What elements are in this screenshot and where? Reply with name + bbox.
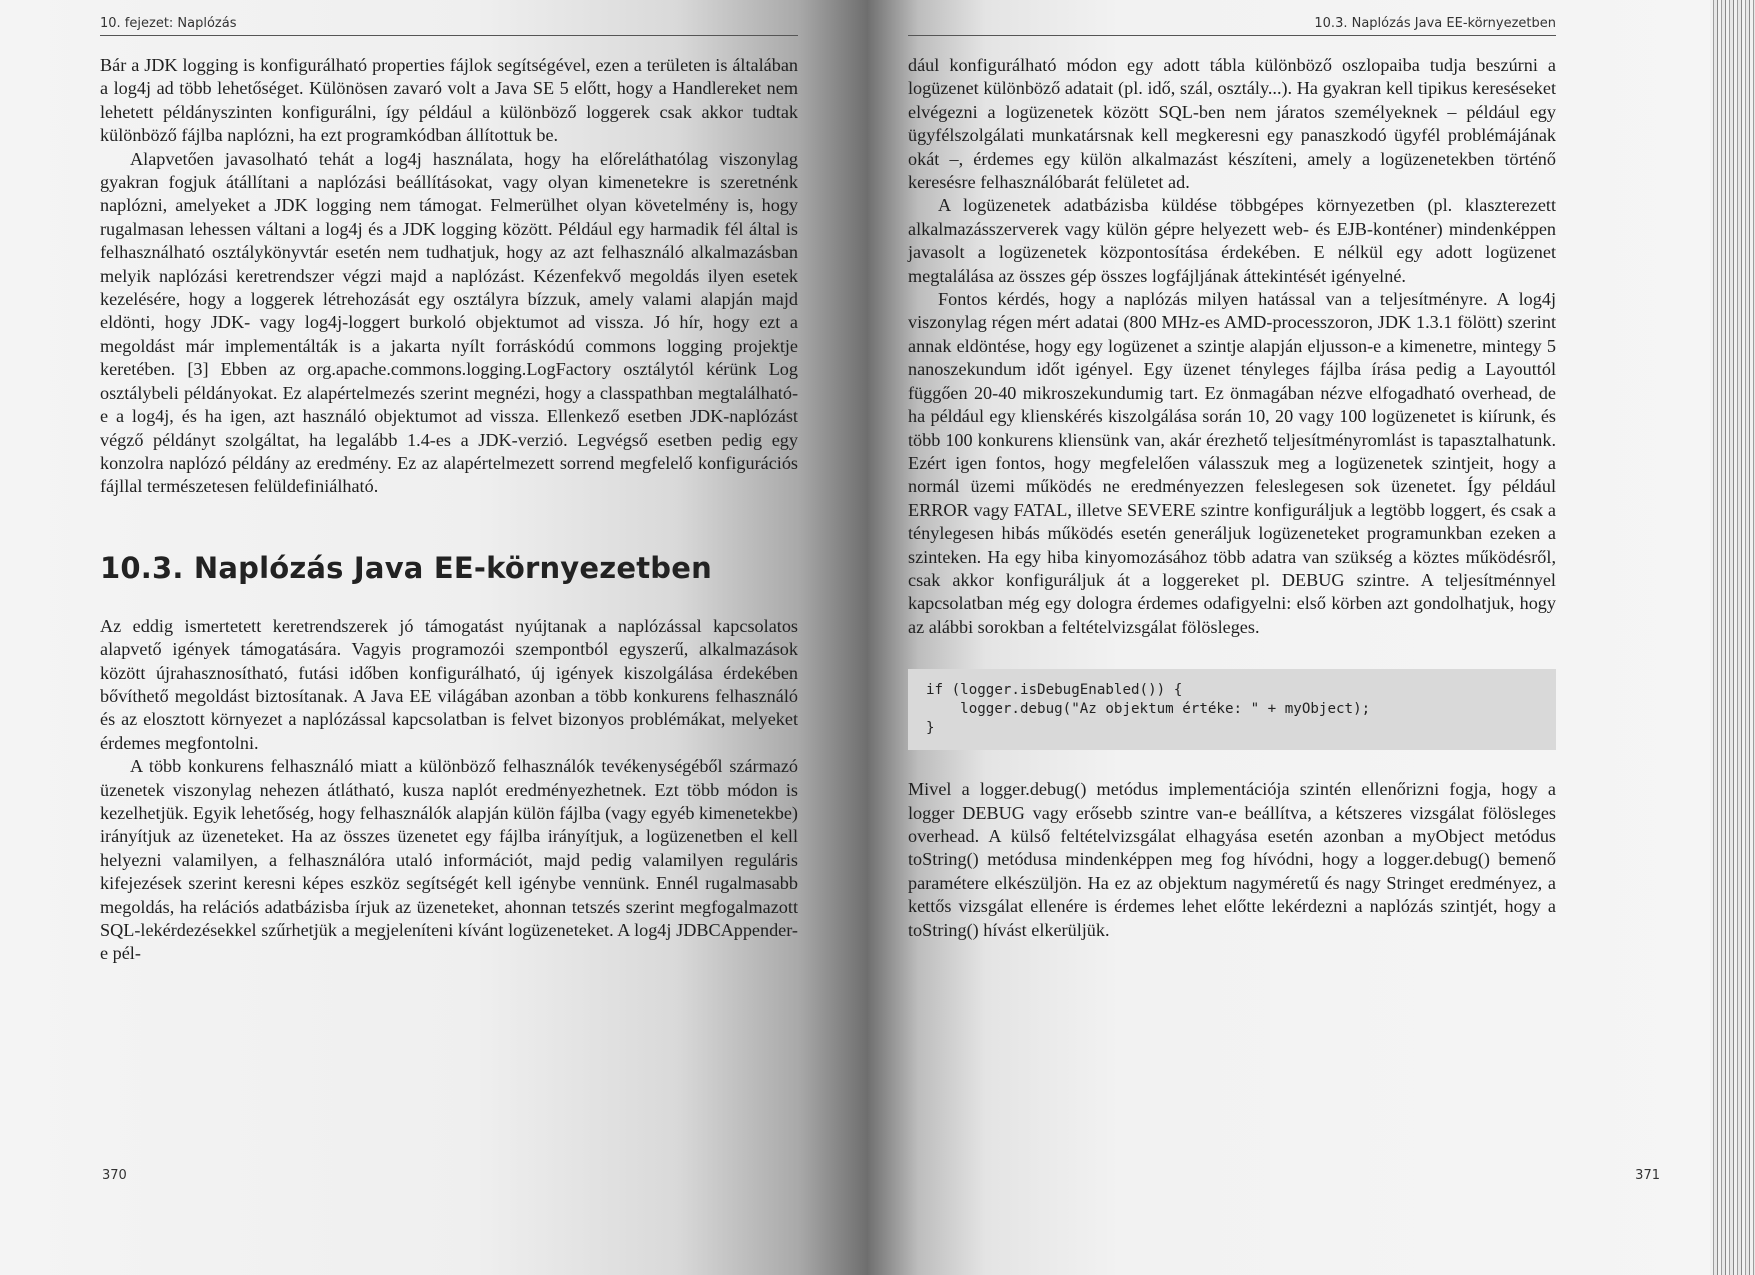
- page-number-right: 371: [1635, 1168, 1660, 1183]
- paragraph: A logüzenetek adatbázisba küldése többgépes környezetben (pl. klaszterezett alkalmazásszerverek vagy külön gépre helyezett web- és EJB-konténer) mindenképpen javasolt a logüzenetek központosítása érdekében. E nélkül egy adott logüzenet megtalálása az összes gép összes logfájljának áttekintését igényelné.: [908, 195, 1556, 286]
- paragraph: Bár a JDK logging is konfigurálható properties fájlok segítségével, ezen a területen is általában a log4j ad több lehetőséget. Különösen zavaró volt a Java SE 5 előtt, hogy a Handlereket nem lehetett példányszinten konfigurálni, így például a különböző loggerek csak akkor tudtak különböző fájlba naplózni, ha ezt programkódban állítottuk be.: [100, 55, 798, 146]
- right-page: [868, 0, 1710, 1275]
- page-edges: [1710, 0, 1755, 1275]
- section-heading: 10.3. Naplózás Java EE-környezetben: [100, 550, 712, 585]
- left-page: [0, 0, 868, 1275]
- code-block: if (logger.isDebugEnabled()) { logger.debug("Az objektum értéke: " + myObject); }: [908, 669, 1556, 750]
- paragraph: Fontos kérdés, hogy a naplózás milyen hatással van a teljesítményre. A log4j viszonylag régen mért adatai (800 MHz-es AMD-processzoron, JDK 1.3.1 fölött) szerint annak eldöntése, hogy egy logüzenet a szintje alapján eljusson-e a kimenetre, mintegy 5 nanoszekundum időt igényel. Egy üzenet tényleges fájlba írása pedig a Layouttól függően 20-40 mikroszekundumig tart. Ez önmagában nézve elfogadható overhead, de ha például egy klienskérés kiszolgálása során 10, 20 vagy 100 logüzenetet is kiírunk, és több 100 konkurens kliensünk van, akár érezhető teljesítményromlást is tapasztalhatunk. Ezért igen fontos, hogy megfelelően válasszuk meg a logüzenetek szintjeit, hogy a normál üzemi működés ne eredményezzen feleslegesen sok üzenetet. Így például ERROR vagy FATAL, illetve SEVERE szintre konfiguráljuk a legtöbb loggert, és csak a ténylegesen hibás működés esetén generáljuk logüzeneteket programunkban ezeken a szinteken. Ha egy hiba kinyomozásához több adatra van szükség a köztes működésről, csak akkor konfiguráljuk át a loggereket pl. DEBUG szintre. A teljesítménnyel kapcsolatban még egy dologra érdemes odafigyelni: első körben azt gondolhatjuk, hogy az alábbi sorokban a feltételvizsgálat fölösleges.: [908, 289, 1556, 637]
- running-head-right: 10.3. Naplózás Java EE-környezetben: [908, 16, 1556, 36]
- paragraph: Az eddig ismertetett keretrendszerek jó támogatást nyújtanak a naplózással kapcsolatos alapvető igények támogatására. Vagyis programozói szempontból egyszerű, alkalmazások között újrahasznosítható, futási időben konfigurálható, új igények kiszolgálása érdekében bővíthető megoldást biztosítanak. A Java EE világában azonban a több konkurens felhasználó és az elosztott környezet a naplózással kapcsolatban is felvet bizonyos problémákat, melyeket érdemes megfontolni.: [100, 615, 798, 753]
- paragraph: Alapvetően javasolható tehát a log4j használata, hogy ha előreláthatólag viszonylag gyakran fogjuk átállítani a naplózási beállításokat, vagy olyan kimenetekre is szeretnénk naplózni, amelyeket a JDK logging nem támogat. Felmerülhet olyan követelmény is, hogy rugalmasan lehessen váltani a log4j és a JDK logging között. Például egy harmadik fél által is felhasználható osztálykönyvtár esetén nem tudhatjuk, hogy az azt felhasználó alkalmazásban melyik naplózási keretrendszer végzi majd a naplózást. Kézenfekvő megoldás ilyen esetek kezelésére, hogy a loggerek létrehozását egy osztályra bízzuk, amely valami alapján majd eldönti, hogy JDK- vagy log4j-loggert burkoló objektumot ad vissza. Jó hír, hogy ezt a megoldást már implementálták is a jakarta nyílt forráskódú commons logging projektje keretében. [3] Ebben az org.apache.commons.logging.LogFactory osztálytól kérünk Log osztálybeli példányokat. Ez alapértelmezés szerint megnézi, hogy a classpathban megtalálható-e a log4j, és ha igen, azt használó objektumot ad vissza. Ellenkező esetben JDK-naplózást végző példányt szolgáltat, ha legalább 1.4-es a JDK-verzió. Legvégső esetben pedig egy konzolra naplózó példány az eredmény. Ez az alapértelmezett sorrend megfelelő konfigurációs fájllal természetesen felüldefiniálható.: [100, 148, 798, 497]
- page-number-left: 370: [102, 1168, 127, 1183]
- running-head-left: 10. fejezet: Naplózás: [100, 16, 798, 36]
- paragraph: Mivel a logger.debug() metódus implementációja szintén ellenőrizni fogja, hogy a logger DEBUG vagy erősebb szintre van-e beállítva, a kétszeres vizsgálat fölösleges overhead. A külső feltételvizsgálat elhagyása esetén azonban a myObject metódus toString() metódusa mindenképpen meg fog hívódni, hogy a logger.debug() bemenő paramétere elkészüljön. Ha ez az objektum nagyméretű és nagy Stringet eredményez, a kettős vizsgálat ellenére is érdemes lehet előtte lekérdezni a naplózás szintjét, hogy a toString() hívást elkerüljük.: [908, 779, 1556, 940]
- paragraph: A több konkurens felhasználó miatt a különböző felhasználók tevékenységéből származó üzenetek viszonylag nehezen átlátható, kusza naplót eredményezhetnek. Ezt több módon is kezelhetjük. Egyik lehetőség, hogy felhasználók alapján külön fájlba (vagy egyéb kimenetekbe) irányítjuk az üzeneteket. Ha az összes üzenetet egy fájlba irányítjuk, a logüzenetben el kell helyezni valamilyen, a felhasználóra utaló információt, majd pedig valamilyen reguláris kifejezések szerint keresni képes eszköz segítségét kell igénybe vennünk. Ennél rugalmasabb megoldás, ha relációs adatbázisba írjuk az üzeneteket, ahonnan tetszés szerint megfogalmazott SQL-lekérdezésekkel szűrhetjük a megjeleníteni kívánt logüzeneteket. A log4j JDBCAppender-e pél-: [100, 756, 798, 964]
- paragraph: dául konfigurálható módon egy adott tábla különböző oszlopaiba tudja beszúrni a logüzenet különböző adatait (pl. idő, szál, osztály...). Ha gyakran kell tipikus kereséseket elvégezni a logüzenetek között SQL-ben nem járatos személyeknek – például egy ügyfélszolgálati munkatársnak kell megkeresni egy panaszkodó ügyfél problémájának okát –, érdemes egy külön alkalmazást készíteni, amely a logüzenetekben történő keresésre felhasználóbarát felületet ad.: [908, 55, 1556, 193]
